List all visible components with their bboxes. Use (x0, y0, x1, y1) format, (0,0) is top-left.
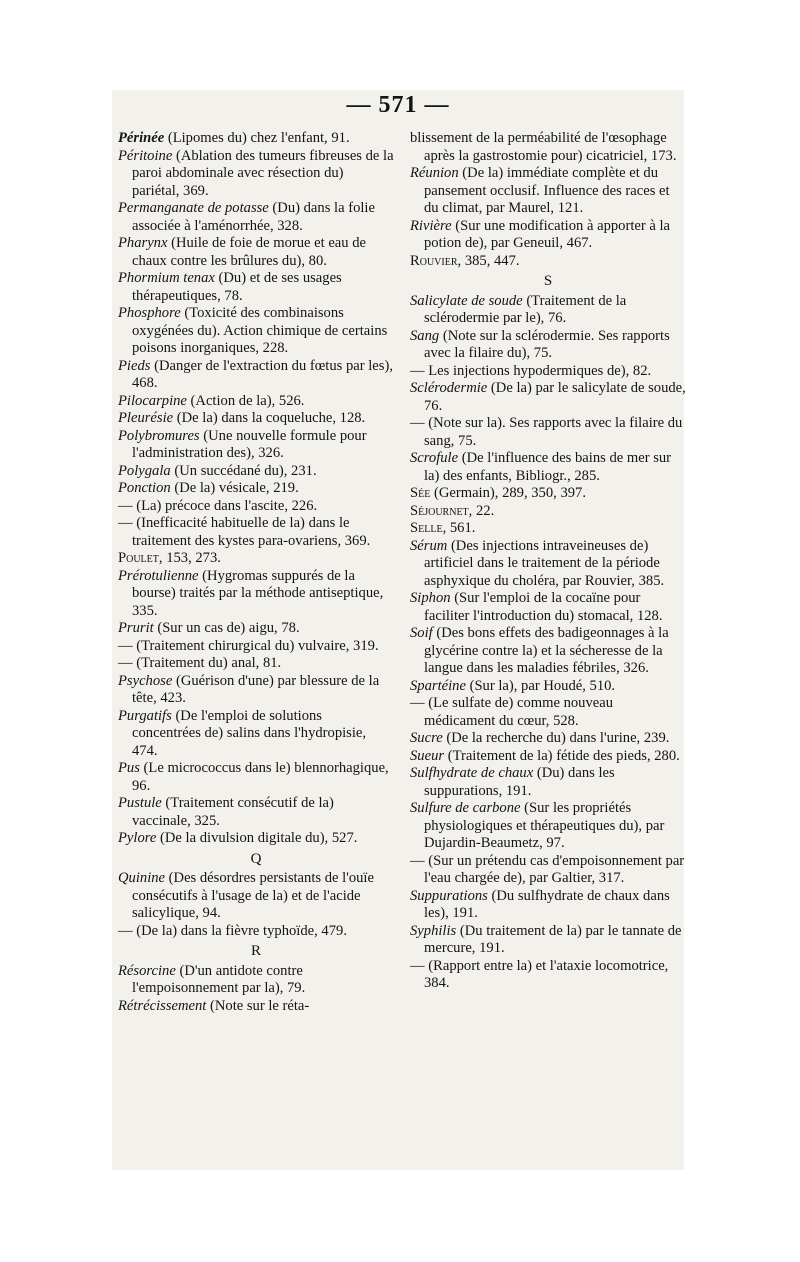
entry-headword: Ponction (118, 480, 171, 496)
entry-text: (Danger de l'extraction du fœtus par les), 468. (132, 357, 393, 391)
author-name: Rouvier (410, 252, 458, 269)
entry-text: (Des injections intraveineuses de) artificiel dans le traitement de la période asphyxique du choléra, par Rouvier, 385. (424, 537, 665, 589)
author-entry (410, 503, 686, 521)
entry-headword: Pleurésie (118, 410, 174, 426)
entry-text: (Action de la), 526. (186, 392, 305, 409)
section-letter: Q (250, 850, 262, 867)
entry-text: (Note sur la sclérodermie. Ses rapports avec la filaire du), 75. (424, 327, 670, 361)
entry-text: (De la) dans la coqueluche, 128. (173, 410, 366, 426)
entry-text: — (De la) dans la fièvre typhoïde, 479. (118, 922, 347, 939)
entry-text: (Une nouvelle formule pour l'administration des), 326. (132, 427, 367, 461)
index-entry (410, 958, 686, 993)
entry-text: blissement de la perméabilité de l'œsophage après la gastrostomie pour) cicatriciel, 173. (410, 130, 677, 164)
index-entry (410, 380, 686, 415)
entry-text: (Des désordres persistants de l'ouïe consécutifs à l'usage de la) et de l'acide salicylique, 94. (132, 870, 374, 921)
index-entry (118, 148, 394, 201)
index-entry (410, 695, 686, 730)
entry-headword: Quinine (118, 870, 166, 886)
entry-headword: Siphon (410, 590, 451, 606)
entry-headword: Purgatifs (118, 707, 172, 724)
entry-text: (De la divulsion digitale du), 527. (156, 830, 358, 846)
entry-headword: Périnée (118, 130, 165, 146)
entry-text: (Toxicité des combinaisons oxygénées du). Action chimique de certains poisons inorganiques, 228. (132, 305, 388, 356)
entry-headword: Soif (410, 625, 433, 641)
entry-text: — (Traitement chirurgical du) vulvaire, 319. (118, 637, 379, 654)
entry-headword: Péritoine (118, 147, 173, 164)
entry-headword: Scrofule (410, 450, 459, 466)
index-entry (118, 760, 394, 795)
entry-text: (De la) vésicale, 219. (170, 480, 299, 496)
entry-headword: Spartéine (410, 677, 466, 694)
entry-text: (Lipomes du) chez l'enfant, 91. (164, 130, 350, 146)
index-entry (410, 678, 686, 696)
index-entry (410, 165, 686, 218)
entry-headword: Sueur (410, 747, 445, 764)
entry-text: (Sur les propriétés physiologiques et thérapeutiques du), par Dujardin-Beaumetz, 97. (424, 800, 665, 851)
index-entry (410, 765, 686, 800)
index-entry (118, 655, 394, 673)
index-entry (118, 480, 394, 498)
entry-text: — (Inefficacité habituelle de la) dans le traitement des kystes para-ovariens, 369. (118, 515, 371, 549)
index-entry (118, 923, 394, 941)
index-entry (410, 730, 686, 748)
entry-text: — Les injections hypodermiques de), 82. (410, 362, 652, 379)
index-entry (410, 888, 686, 923)
entry-headword: Pustule (118, 795, 162, 811)
entry-headword: Prérotulienne (118, 567, 199, 584)
entry-text: — (Rapport entre la) et l'ataxie locomotrice, 384. (410, 957, 669, 991)
entry-headword: Prurit (118, 620, 154, 636)
entry-text: — (Le sulfate de) comme nouveau médicament du cœur, 528. (410, 695, 614, 729)
index-entry (410, 218, 686, 253)
entry-text: (De la) par le salicylate de soude, 76. (424, 380, 686, 414)
entry-text: (Ablation des tumeurs fibreuses de la paroi abdominale avec résection du) pariétal, 369. (132, 147, 394, 199)
entry-text: (Un succédané du), 231. (170, 462, 317, 479)
entry-headword: Pilocarpine (118, 392, 187, 409)
index-entry (118, 795, 394, 830)
author-name: Sée (410, 485, 431, 501)
index-entry (410, 130, 686, 165)
index-entry (118, 673, 394, 708)
entry-text: , 22. (468, 502, 495, 519)
entry-headword: Résorcine (118, 962, 176, 979)
index-entry (118, 498, 394, 516)
entry-text: (Traitement de la sclérodermie par le), 76. (424, 292, 627, 326)
author-name: Poulet (118, 550, 159, 566)
index-entry (410, 590, 686, 625)
entry-text: (Du) et de ses usages thérapeutiques, 78. (132, 270, 342, 304)
entry-headword: Phormium tenax (118, 270, 215, 286)
index-entry (118, 463, 394, 481)
author-entry (410, 253, 686, 271)
index-entry (118, 515, 394, 550)
entry-text: (Traitement consécutif de la) vaccinale, 325. (132, 795, 334, 829)
entry-headword: Rétrécissement (118, 997, 207, 1014)
author-name: Séjournet (410, 502, 469, 519)
index-entry (118, 305, 394, 358)
index-entry (118, 358, 394, 393)
index-entry (410, 923, 686, 958)
entry-text: (Huile de foie de morue et eau de chaux contre les brûlures du), 80. (132, 235, 367, 269)
index-entry (410, 538, 686, 591)
entry-headword: Rivière (410, 217, 452, 234)
index-entry (410, 853, 686, 888)
index-entry (118, 200, 394, 235)
entry-text: — (Note sur la). Ses rapports avec la filaire du sang, 75. (410, 415, 683, 449)
index-entry (410, 293, 686, 328)
author-name: Selle (410, 520, 443, 536)
entry-headword: Suppurations (410, 887, 488, 904)
index-entry (118, 410, 394, 428)
section-letter: R (250, 943, 261, 959)
left-column (118, 130, 394, 1015)
author-entry (410, 520, 686, 538)
index-entry (410, 800, 686, 853)
entry-text: (De l'influence des bains de mer sur la) des enfants, Bibliogr., 285. (424, 450, 672, 484)
entry-text: (Du traitement de la) par le tannate de mercure, 191. (424, 922, 682, 956)
index-entry (118, 393, 394, 411)
author-entry (118, 550, 394, 568)
index-entry (410, 415, 686, 450)
entry-text: (De la) immédiate complète et du pansement occlusif. Influence des races et du climat, par Maurel, 121. (424, 165, 670, 216)
index-entry (118, 568, 394, 621)
index-entry (410, 328, 686, 363)
entry-headword: Pylore (118, 830, 157, 846)
section-letter: S (543, 273, 553, 289)
index-entry (118, 708, 394, 761)
entry-text: (Sur un cas de) aigu, 78. (153, 620, 300, 636)
entry-headword: Sulfure de carbone (410, 800, 521, 816)
index-entry (118, 870, 394, 923)
entry-text: (Germain), 289, 350, 397. (430, 485, 586, 501)
entry-text: (Du) dans les suppurations, 191. (424, 765, 615, 799)
entry-text: , 385, 447. (457, 252, 520, 269)
index-entry (118, 270, 394, 305)
entry-headword: Salicylate de soude (410, 292, 523, 309)
index-entry (410, 748, 686, 766)
entry-headword: Sulfhydrate de chaux (410, 765, 534, 781)
entry-headword: Pus (118, 760, 140, 776)
entry-headword: Pharynx (118, 235, 168, 251)
index-page (112, 90, 684, 1170)
entry-headword: Syphilis (410, 922, 457, 939)
entry-text: , 561. (442, 520, 476, 536)
index-entry (118, 130, 394, 148)
entry-text: (Des bons effets des badigeonnages à la glycérine contre la) et la sécheresse de la langue dans les maladies fébriles, 326. (424, 625, 669, 676)
index-entry (118, 638, 394, 656)
author-entry (410, 485, 686, 503)
index-entry (118, 830, 394, 848)
entry-headword: Psychose (118, 672, 173, 689)
entry-headword: Sucre (410, 730, 443, 746)
entry-text: (Sur une modification à apporter à la potion de), par Geneuil, 467. (424, 217, 671, 251)
index-entry (410, 625, 686, 678)
entry-headword: Sang (410, 327, 440, 344)
index-entry (118, 963, 394, 998)
entry-headword: Permanganate de potasse (118, 200, 269, 216)
entry-text: (Hygromas suppurés de la bourse) traités par la méthode antiseptique, 335. (132, 567, 384, 619)
entry-text: — (La) précoce dans l'ascite, 226. (118, 497, 318, 514)
entry-text: (De la recherche du) dans l'urine, 239. (442, 730, 670, 746)
entry-text: (D'un antidote contre l'empoisonnement par la), 79. (132, 962, 306, 996)
page-number: — 571 — (346, 92, 450, 118)
index-entry (410, 450, 686, 485)
entry-text: (Le micrococcus dans le) blennorhagique, 96. (132, 760, 389, 794)
index-entry (118, 998, 394, 1016)
entry-headword: Sérum (410, 537, 448, 554)
entry-text: (Traitement de la) fétide des pieds, 280. (444, 747, 680, 764)
entry-text: (Du) dans la folie associée à l'aménorrhée, 328. (132, 200, 375, 234)
entry-text: , 153, 273. (158, 550, 221, 566)
index-entry (410, 363, 686, 381)
entry-headword: Polybromures (118, 427, 200, 444)
entry-headword: Sclérodermie (410, 380, 488, 396)
entry-text: — (Traitement du) anal, 81. (118, 655, 282, 671)
entry-headword: Polygala (118, 462, 171, 479)
index-entry (118, 235, 394, 270)
entry-text: (Note sur le réta- (206, 997, 310, 1014)
entry-text: (Guérison d'une) par blessure de la tête, 423. (132, 672, 380, 706)
entry-text: — (Sur un prétendu cas d'empoisonnement par l'eau chargée de), par Galtier, 317. (410, 852, 685, 886)
index-entry (118, 428, 394, 463)
entry-text: (Sur la), par Houdé, 510. (465, 677, 616, 694)
entry-headword: Réunion (410, 165, 459, 181)
entry-text: (Sur l'emploi de la cocaïne pour faciliter l'introduction du) stomacal, 128. (424, 590, 663, 624)
entry-headword: Pieds (118, 357, 151, 374)
right-column (410, 130, 686, 993)
index-entry (118, 620, 394, 638)
entry-text: (Du sulfhydrate de chaux dans les), 191. (424, 887, 670, 921)
entry-headword: Phosphore (118, 305, 181, 321)
entry-text: (De l'emploi de solutions concentrées de) salins dans l'hydropisie, 474. (132, 707, 367, 759)
